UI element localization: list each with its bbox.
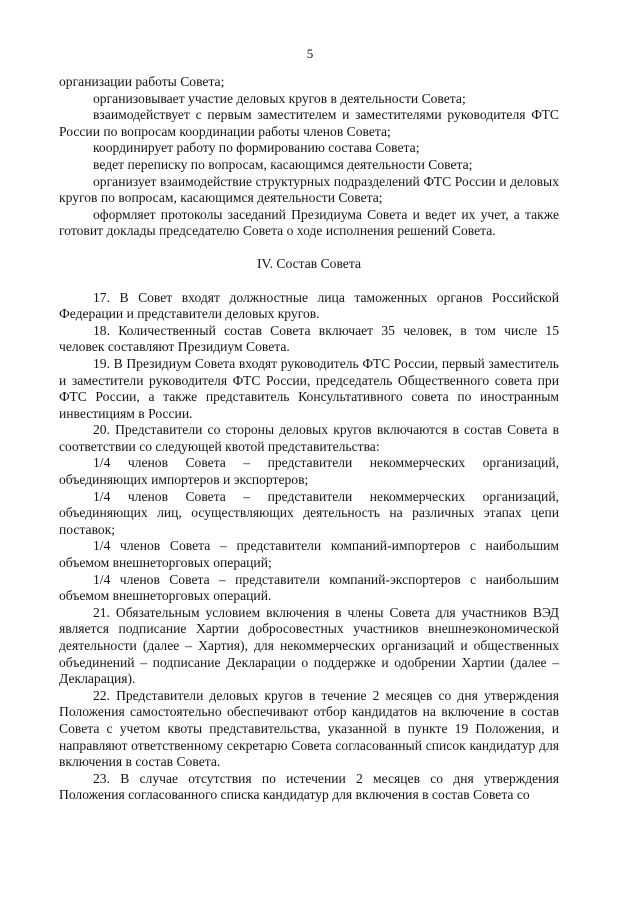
document-body <box>59 74 559 804</box>
paragraph: ведет переписку по вопросам, касающимся деятельности Совета; <box>93 156 473 172</box>
paragraph: организует взаимодействие структурных подразделений ФТС России и деловых кругов по вопросам, касающимся деятельности Совета; <box>59 173 559 206</box>
paragraph: 21. Обязательным условием включения в члены Совета для участников ВЭД является подписание Хартии добросовестных участников внешнеэкономической деятельности (далее – Хартия), для некоммерческих организаций и общественных объединений – подписание Декларации о поддержке и одобрении Хартии (далее – Декларация). <box>59 604 559 687</box>
paragraph: 1/4 членов Совета – представители некоммерческих организаций, объединяющих импортеров и экспортеров; <box>59 455 559 488</box>
paragraph: оформляет протоколы заседаний Президиума Совета и ведет их учет, а также готовит доклады председателю Совета о ходе исполнения решений Совета. <box>59 206 559 239</box>
paragraph: 23. В случае отсутствия по истечении 2 месяцев со дня утверждения Положения согласованного списка кандидатур для включения в состав Совета со <box>59 770 559 803</box>
paragraph: 19. В Президиум Совета входят руководитель ФТС России, первый заместитель и заместители руководителя ФТС России, председатель Общественного совета при ФТС России, а также представитель Консультативного совета по иностранным инвестициям в России. <box>59 355 559 421</box>
paragraph: 1/4 членов Совета – представители компаний-экспортеров с наибольшим объемом внешнеторговых операций. <box>59 571 559 604</box>
paragraph: 17. В Совет входят должностные лица таможенных органов Российской Федерации и представители деловых кругов. <box>59 289 559 322</box>
section-heading: IV. Состав Совета <box>257 255 361 271</box>
paragraph: координирует работу по формированию состава Совета; <box>93 140 420 156</box>
paragraph: организовывает участие деловых кругов в деятельности Совета; <box>93 90 466 106</box>
paragraph: 1/4 членов Совета – представители некоммерческих организаций, объединяющих лиц, осуществляющих деятельность на различных этапах цепи поставок; <box>59 488 559 537</box>
paragraph: 1/4 членов Совета – представители компаний-импортеров с наибольшим объемом внешнеторговых операций; <box>59 538 559 571</box>
paragraph: взаимодействует с первым заместителем и заместителями руководителя ФТС России по вопросам координации работы членов Совета; <box>59 107 559 139</box>
page-number: 5 <box>306 46 314 61</box>
paragraph: 18. Количественный состав Совета включает 35 человек, в том числе 15 человек составляют Президиум Совета. <box>59 322 559 355</box>
paragraph: организации работы Совета; <box>59 74 225 89</box>
paragraph: 22. Представители деловых кругов в течение 2 месяцев со дня утверждения Положения самостоятельно обеспечивают отбор кандидатов на включение в состав Совета с учетом квоты представительства, указанной в пункте 19 Положения, и направляют ответственному секретарю Совета согласованный список кандидатур для включения в состав Совета. <box>59 687 559 770</box>
paragraph: 20. Представители со стороны деловых кругов включаются в состав Совета в соответствии со следующей квотой представительства: <box>59 422 559 454</box>
